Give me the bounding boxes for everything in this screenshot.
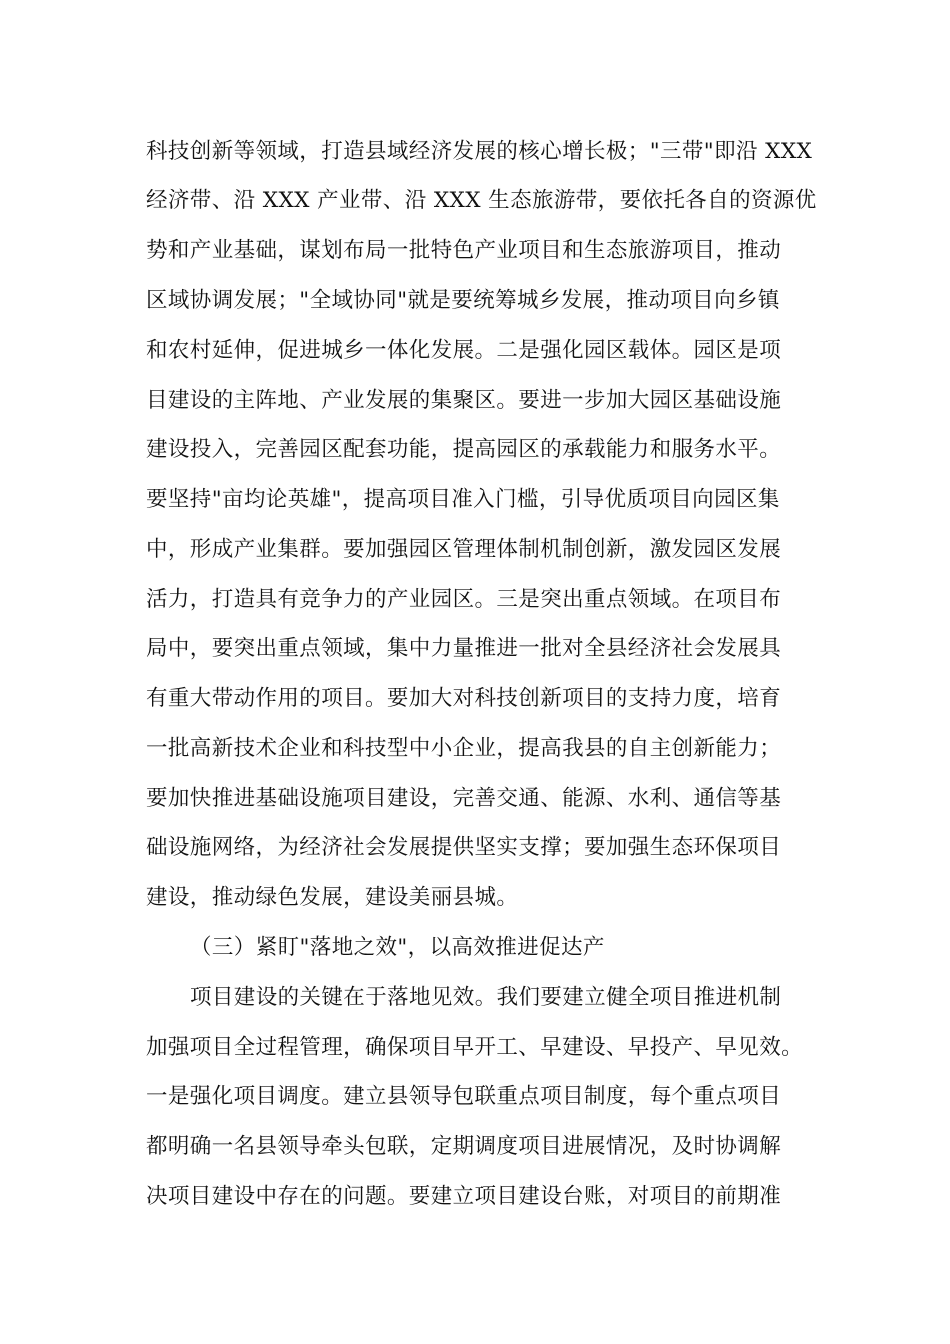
paragraph-line: 和农村延伸，促进城乡一体化发展。二是强化园区载体。园区是项 <box>146 338 782 363</box>
paragraph-line: 决项目建设中存在的问题。要建立项目建设台账，对项目的前期准 <box>146 1184 782 1209</box>
paragraph-line: 区域协调发展；"全域协同"就是要统筹城乡发展，推动项目向乡镇 <box>146 288 780 313</box>
paragraph-line: 有重大带动作用的项目。要加大对科技创新项目的支持力度，培育 <box>146 686 782 711</box>
paragraph-line: 目建设的主阵地、产业发展的集聚区。要进一步加大园区基础设施 <box>146 388 782 413</box>
section-heading: （三）紧盯"落地之效"，以高效推进促达产 <box>190 935 605 960</box>
paragraph-line: 经济带、沿 XXX 产业带、沿 XXX 生态旅游带，要依托各自的资源优 <box>146 188 817 213</box>
paragraph-line: 要坚持"亩均论英雄"，提高项目准入门槛，引导优质项目向园区集 <box>146 487 780 512</box>
paragraph-line: 要加快推进基础设施项目建设，完善交通、能源、水利、通信等基 <box>146 786 782 811</box>
paragraph-line: 建设，推动绿色发展，建设美丽县城。 <box>146 885 519 910</box>
paragraph-line: 都明确一名县领导牵头包联，定期调度项目进展情况，及时协调解 <box>146 1134 782 1159</box>
paragraph-line: 中，形成产业集群。要加强园区管理体制机制创新，激发园区发展 <box>146 537 782 562</box>
paragraph-line: 一批高新技术企业和科技型中小企业，提高我县的自主创新能力； <box>146 736 782 761</box>
paragraph-line: 局中，要突出重点领域，集中力量推进一批对全县经济社会发展具 <box>146 636 782 661</box>
paragraph-line: 科技创新等领域，打造县域经济发展的核心增长极；"三带"即沿 XXX <box>146 139 813 164</box>
paragraph-line: 活力，打造具有竞争力的产业园区。三是突出重点领域。在项目布 <box>146 587 782 612</box>
paragraph-line: 一是强化项目调度。建立县领导包联重点项目制度，每个重点项目 <box>146 1084 782 1109</box>
paragraph-line: 项目建设的关键在于落地见效。我们要建立健全项目推进机制 <box>190 985 782 1010</box>
paragraph-line: 建设投入，完善园区配套功能，提高园区的承载能力和服务水平。 <box>146 437 782 462</box>
paragraph-line: 加强项目全过程管理，确保项目早开工、早建设、早投产、早见效。 <box>146 1035 804 1060</box>
paragraph-line: 础设施网络，为经济社会发展提供坚实支撑；要加强生态环保项目 <box>146 835 782 860</box>
paragraph-line: 势和产业基础，谋划布局一批特色产业项目和生态旅游项目，推动 <box>146 238 782 263</box>
